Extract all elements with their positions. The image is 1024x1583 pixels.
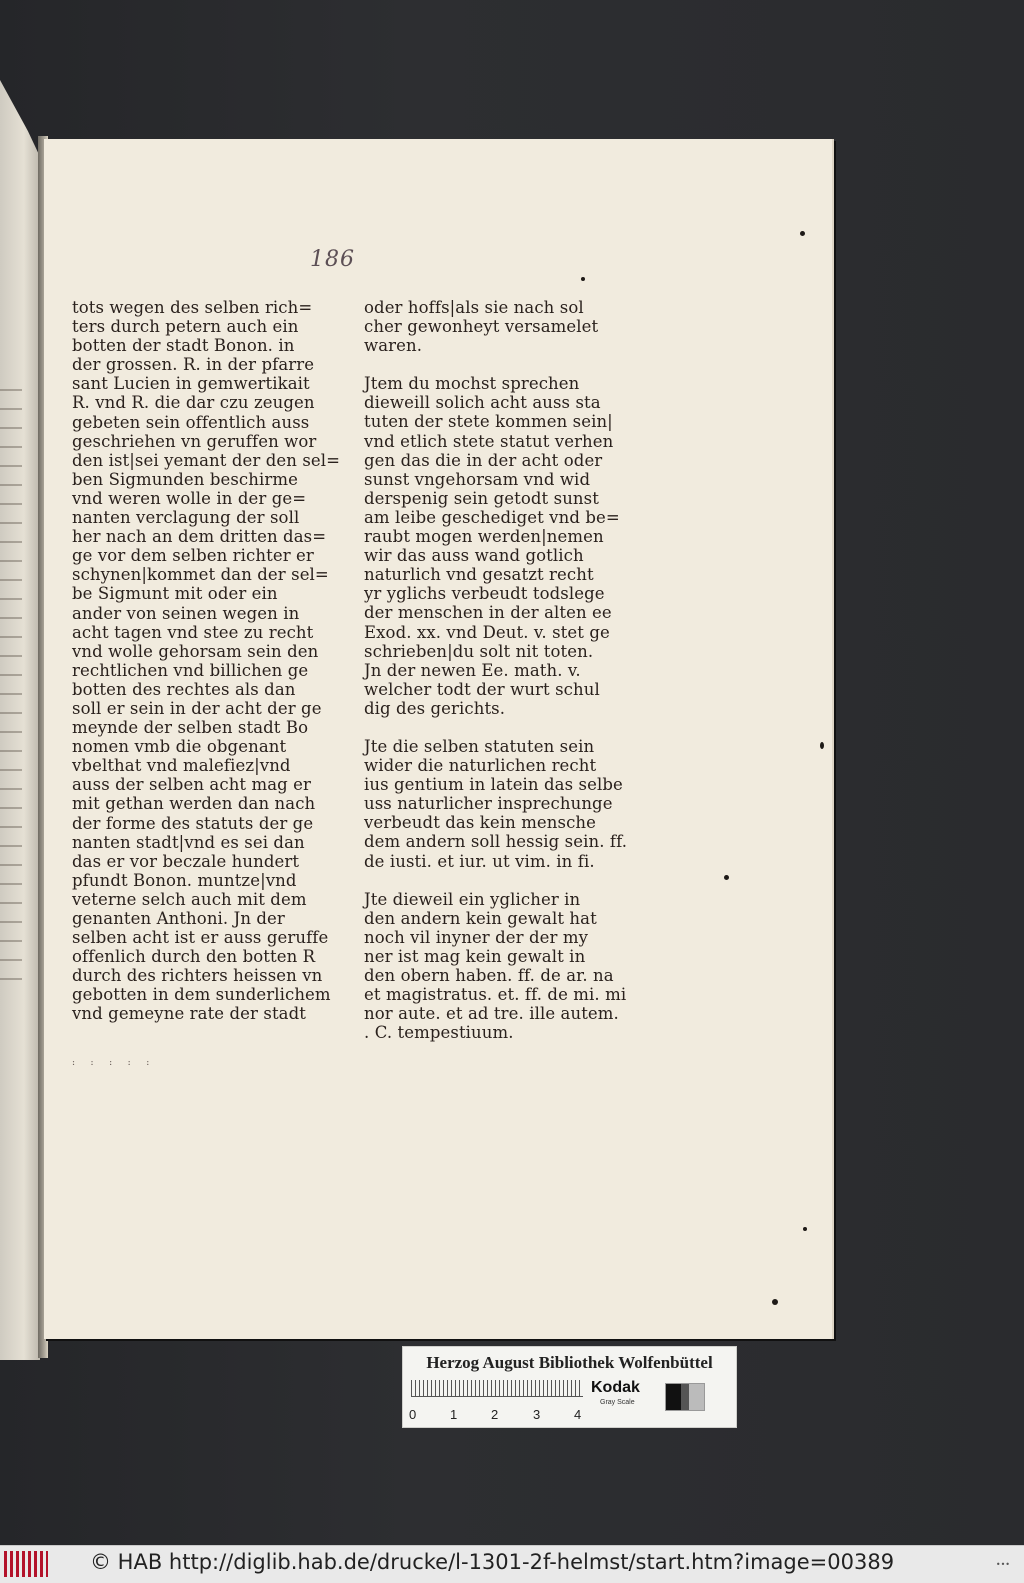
text-line: ters durch petern auch ein <box>72 317 299 337</box>
book-page <box>44 139 834 1339</box>
text-line: gen das die in der acht oder <box>364 450 603 470</box>
text-line: den ist|sei yemant der den sel= <box>72 450 341 470</box>
catchword-marks: ꞉ ꞉ ꞉ ꞉ ꞉ <box>72 1056 156 1069</box>
text-line: gebeten sein offentlich auss <box>72 412 310 432</box>
ruler-number: 2 <box>491 1407 499 1422</box>
text-line: naturlich vnd gesatzt recht <box>364 565 594 585</box>
text-line: sunst vngehorsam vnd wid <box>364 469 591 489</box>
text-line: be Sigmunt mit oder ein <box>72 584 278 604</box>
text-line: her nach an dem dritten das= <box>72 527 327 547</box>
text-line: pfundt Bonon. muntze|vnd <box>72 870 297 890</box>
library-color-target <box>402 1346 737 1428</box>
text-line: der forme des statuts der ge <box>72 813 314 833</box>
text-line: geschriehen vn geruffen wor <box>72 431 317 451</box>
text-line: genanten Anthoni. Jn der <box>72 909 285 928</box>
text-line: oder hoffs|als sie nach sol <box>364 298 584 317</box>
gray-scale-patch <box>665 1383 705 1411</box>
text-line: dig des gerichts. <box>364 698 506 718</box>
text-line: ander von seinen wegen in <box>72 603 300 623</box>
text-line: wir das auss wand gotlich <box>364 546 584 566</box>
text-line: ge vor dem selben richter er <box>72 546 314 566</box>
text-line: nanten verclagung der soll <box>72 508 300 528</box>
text-line: uss naturlicher insprechunge <box>364 794 613 814</box>
hab-logo-icon <box>4 1551 48 1577</box>
text-line: cher gewonheyt versamelet <box>364 317 599 337</box>
ink-speck <box>772 1299 778 1305</box>
ruler-number: 0 <box>409 1407 417 1422</box>
text-line: . C. tempestiuum. <box>364 1023 514 1043</box>
text-line: welcher todt der wurt schul <box>364 679 600 699</box>
ruler-number: 1 <box>450 1407 458 1422</box>
footer-copyright-url[interactable]: © HAB http://diglib.hab.de/drucke/l-1301-2f-helmst/start.htm?image=00389 <box>90 1550 895 1574</box>
previous-leaf-text-fragment <box>0 380 22 980</box>
text-line: et magistratus. et. ff. de mi. mi <box>364 985 627 1005</box>
paragraph-gap <box>364 718 604 737</box>
text-line: nor aute. et ad tre. ille autem. <box>364 1004 619 1024</box>
text-line: vnd etlich stete statut verhen <box>364 431 614 451</box>
text-line: schrieben|du solt nit toten. <box>364 641 594 661</box>
text-line: rechtlichen vnd billichen ge <box>72 660 309 680</box>
right-text-column <box>364 298 628 1043</box>
text-line: Jte die selben statuten sein <box>364 736 595 756</box>
text-line: Jte dieweil ein yglicher in <box>364 889 581 909</box>
text-line: Exod. xx. vnd Deut. v. stet ge <box>364 622 610 642</box>
text-line: das er vor beczale hundert <box>72 851 300 871</box>
text-line: selben acht ist er auss geruffe <box>72 928 329 948</box>
text-line: meynde der selben stadt Bo <box>72 718 309 738</box>
footer-bar <box>0 1545 1024 1583</box>
text-line: botten der stadt Bonon. in <box>72 336 295 356</box>
kodak-brand: Kodak <box>591 1379 640 1396</box>
paragraph-gap <box>364 871 604 890</box>
text-line: Jn der newen Ee. math. v. <box>364 660 581 680</box>
text-line: der menschen in der alten ee <box>364 603 612 623</box>
scale-ruler <box>411 1380 583 1397</box>
text-line: schynen|kommet dan der sel= <box>72 565 329 585</box>
paragraph-gap <box>364 355 604 374</box>
text-line: ben Sigmunden beschirme <box>72 469 298 489</box>
text-line: dem andern soll hessig sein. ff. <box>364 832 628 852</box>
text-line: mit gethan werden dan nach <box>72 794 316 814</box>
text-line: de iusti. et iur. ut vim. in fi. <box>364 851 595 871</box>
text-line: gebotten in dem sunderlichem <box>72 985 331 1005</box>
text-line: raubt mogen werden|nemen <box>364 527 604 547</box>
text-line: waren. <box>364 336 423 356</box>
folio-number: 186 <box>310 247 355 272</box>
text-line: verbeudt das kein mensche <box>364 813 597 833</box>
text-line: acht tagen vnd stee zu recht <box>72 622 314 642</box>
text-line: veterne selch auch mit dem <box>72 889 307 909</box>
text-line: yr yglichs verbeudt todslege <box>364 584 605 604</box>
text-line: ner ist mag kein gewalt in <box>364 946 586 966</box>
text-line: nomen vmb die obgenant <box>72 737 287 757</box>
footer-menu-icon[interactable]: ••• <box>995 1560 1010 1569</box>
text-line: derspenig sein getodt sunst <box>364 488 599 508</box>
text-line: vbelthat vnd malefiez|vnd <box>72 756 291 776</box>
text-line: vnd weren wolle in der ge= <box>72 488 307 508</box>
text-line: nanten stadt|vnd es sei dan <box>72 832 305 852</box>
previous-leaf-edge <box>0 80 40 1360</box>
text-line: vnd gemeyne rate der stadt <box>72 1004 307 1024</box>
text-line: soll er sein in der acht der ge <box>72 698 322 718</box>
left-text-column <box>72 298 341 1024</box>
text-line: wider die naturlichen recht <box>364 756 597 776</box>
library-name: Herzog August Bibliothek Wolfenbüttel <box>426 1353 713 1372</box>
text-line: offenlich durch den botten R <box>72 947 316 967</box>
ink-speck <box>820 742 824 749</box>
text-line: sant Lucien in gemwertikait <box>72 374 310 394</box>
text-line: am leibe geschediget vnd be= <box>364 507 620 527</box>
ink-speck <box>803 1227 807 1231</box>
ruler-number: 4 <box>574 1407 582 1422</box>
gray-scale-caption: Gray Scale <box>600 1399 635 1406</box>
text-line: Jtem du mochst sprechen <box>364 374 580 394</box>
ink-speck <box>800 231 805 236</box>
text-line: durch des richters heissen vn <box>72 966 323 986</box>
text-line: ius gentium in latein das selbe <box>364 775 623 795</box>
text-line: den obern haben. ff. de ar. na <box>364 966 614 985</box>
text-line: tots wegen des selben rich= <box>72 298 313 317</box>
text-line: den andern kein gewalt hat <box>364 908 597 928</box>
text-line: noch vil inyner der der my <box>364 927 589 947</box>
ink-speck <box>581 277 585 281</box>
text-line: vnd wolle gehorsam sein den <box>72 641 319 661</box>
text-line: tuten der stete kommen sein| <box>364 412 613 432</box>
ink-speck <box>724 875 729 880</box>
ruler-number: 3 <box>533 1407 541 1422</box>
text-line: R. vnd R. die dar czu zeugen <box>72 393 315 413</box>
text-line: botten des rechtes als dan <box>72 679 296 699</box>
text-line: dieweill solich acht auss sta <box>364 393 601 413</box>
text-line: der grossen. R. in der pfarre <box>72 355 315 375</box>
text-line: auss der selben acht mag er <box>72 775 312 795</box>
